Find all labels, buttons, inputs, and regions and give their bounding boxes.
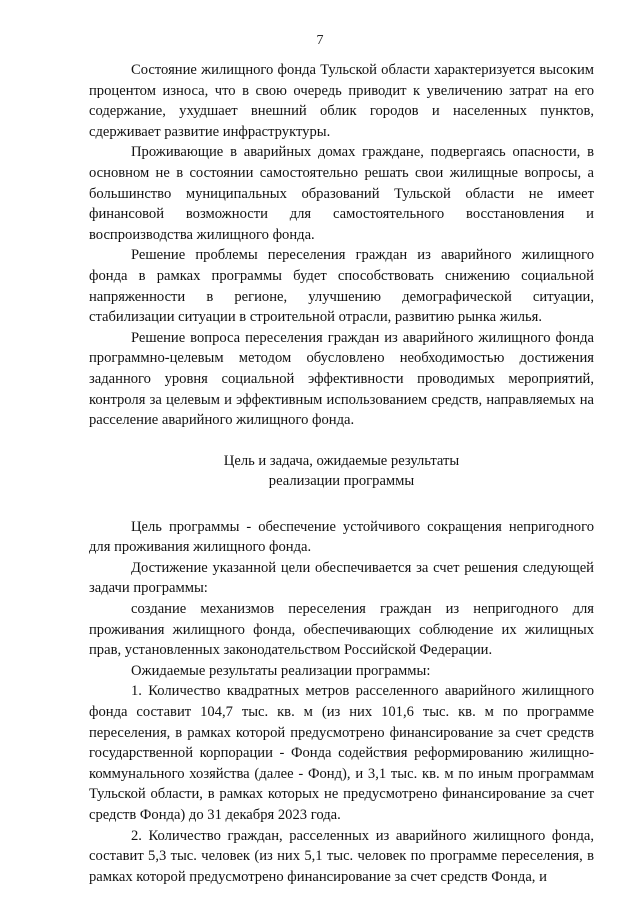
section-heading-line-1: Цель и задача, ожидаемые результаты xyxy=(223,452,460,469)
paragraph-result-2-citizens: 2. Количество граждан, расселенных из аварийного жилищного фонда, составит 5,3 тыс. человек (из них 5,1 тыс. человек по программе переселения, в рамках которой предусмотрено финансирование за счет средств Фонда, и xyxy=(89,827,594,885)
paragraph-residents-danger: Проживающие в аварийных домах граждане, подвергаясь опасности, в основном не в состоянии самостоятельно решать свои жилищные вопросы, а большинство муниципальных образований Тульской области не имеет финансовой возможности для самостоятельного восстановления и воспроизводства жилищного фонда. xyxy=(89,144,594,243)
paragraph-result-1-square-meters: 1. Количество квадратных метров расселенного аварийного жилищного фонда составит 104,7 тыс. кв. м (из них 101,6 тыс. кв. м по программе переселения, в рамках которой предусмотрено финансирование за счет средств государственной корпорации - Фонда содействия реформированию жилищно-коммунального хозяйства (далее - Фонд), и 3,1 тыс. кв. м по иным программам Тульской области, в рамках которых не предусмотрено финансирование за счет средств Фонда) до 31 декабря 2023 года. xyxy=(89,683,594,823)
paragraph-task-mechanisms: создание механизмов переселения граждан из непригодного для проживания жилищного фонда, обеспечивающих соблюдение их жилищных прав, установленных законодательством Российской Федерации. xyxy=(89,601,594,659)
paragraph-program-method: Решение вопроса переселения граждан из аварийного жилищного фонда программно-целевым методом обусловлено необходимостью достижения заданного уровня социальной эффективности проводимых мероприятий, контроля за целевым и эффективным использованием средств, направляемых на расселение аварийного жилищного фонда. xyxy=(89,329,594,429)
section-heading xyxy=(89,451,594,491)
document-body xyxy=(89,60,594,887)
paragraph-expected-results-intro: Ожидаемые результаты реализации программы: xyxy=(131,662,431,679)
paragraph-resettlement-solution: Решение проблемы переселения граждан из аварийного жилищного фонда в рамках программы будет способствовать снижению социальной напряженности в регионе, улучшению демографической ситуации, стабилизации ситуации в строительной отрасли, развитию рынка жилья. xyxy=(89,247,594,326)
page-number: 7 xyxy=(316,33,324,48)
paragraph-program-goal: Цель программы - обеспечение устойчивого сокращения непригодного для проживания жилищного фонда. xyxy=(89,518,594,556)
section-heading-line-2: реализации программы xyxy=(268,472,415,489)
paragraph-housing-condition: Состояние жилищного фонда Тульской области характеризуется высоким процентом износа, что в свою очередь приводит к увеличению затрат на его содержание, ухудшает внешний облик городов и населенных пунктов, сдерживает развитие инфраструктуры. xyxy=(89,62,594,140)
paragraph-goal-achievement: Достижение указанной цели обеспечивается за счет решения следующей задачи программы: xyxy=(89,559,594,597)
